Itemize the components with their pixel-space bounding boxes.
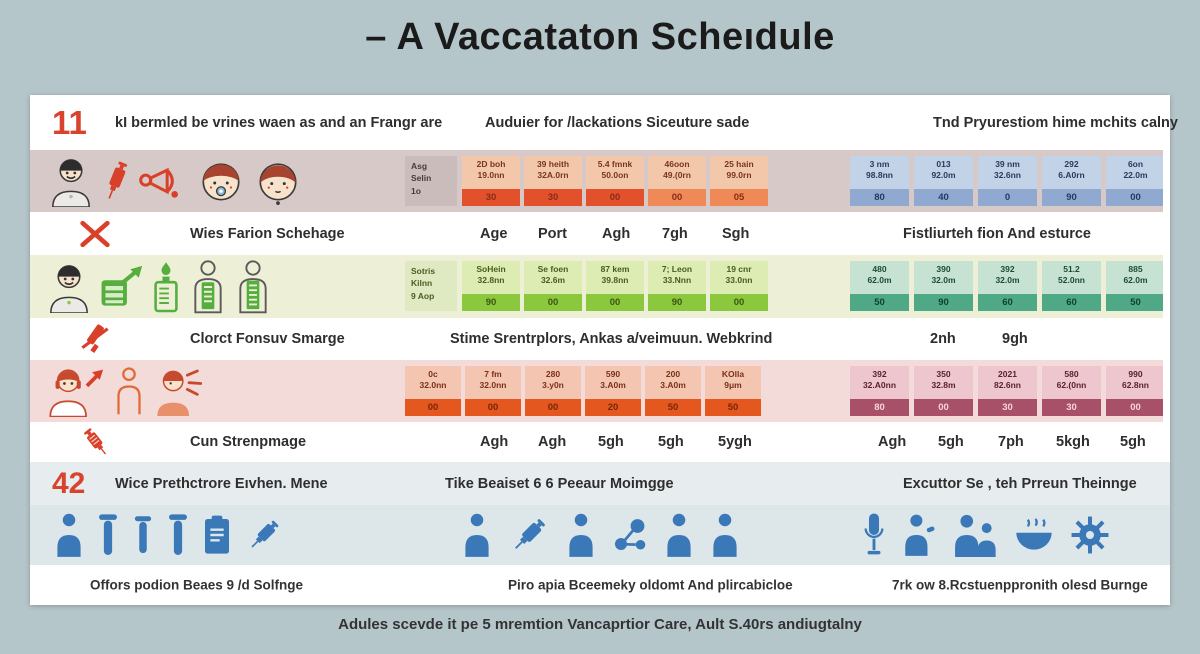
data-cell <box>586 261 644 311</box>
cell-label-text: 0c 32.0nn <box>405 366 461 399</box>
cell-value-bar: 30 <box>524 189 582 206</box>
cell-value-bar: 60 <box>1042 294 1101 311</box>
band4-left-icons <box>54 505 283 565</box>
cell-value-bar: 00 <box>525 399 581 416</box>
gear-icon <box>1070 515 1110 555</box>
cell-value-bar: 40 <box>914 189 973 206</box>
row3-col-2: Port <box>538 225 567 242</box>
cell-value-bar: 00 <box>586 189 644 206</box>
syringe-icon <box>508 514 550 556</box>
data-cell <box>1042 156 1101 206</box>
band3-icon-group <box>46 360 204 422</box>
cell-label-text: 39 nm 32.6nn <box>978 156 1037 189</box>
row-number-42: 42 <box>52 466 86 500</box>
cell-label-text: 990 62.8nn <box>1106 366 1165 399</box>
cell-label-text: 390 32.0m <box>914 261 973 294</box>
medicine-bottle-icon <box>150 261 182 313</box>
girl-arrow-icon <box>46 365 104 417</box>
data-cell <box>648 156 706 206</box>
person-icon <box>710 513 740 557</box>
cell-label-text: 350 32.8m <box>914 366 973 399</box>
data-cell <box>705 366 761 416</box>
band-children <box>30 255 1170 318</box>
data-cell <box>978 156 1037 206</box>
data-cell <box>710 261 768 311</box>
row3-col-3: Agh <box>602 225 631 242</box>
data-cell <box>1106 366 1165 416</box>
cell-value-bar: 60 <box>978 294 1037 311</box>
cell-value-bar: 00 <box>1106 399 1165 416</box>
syringe-red-icon <box>103 157 129 205</box>
data-cell <box>645 366 701 416</box>
cell-label-text: 7; Leon 33.Nnn <box>648 261 706 294</box>
row3-col-5: Sgh <box>722 225 750 242</box>
label-line: Asg <box>411 161 428 171</box>
cell-label-text: 200 3.A0m <box>645 366 701 399</box>
cell-value-bar: 00 <box>1106 189 1165 206</box>
boy-syringe-icon <box>48 155 94 207</box>
cell-value-bar: 30 <box>462 189 520 206</box>
data-cell <box>850 261 909 311</box>
gauge-figure-icon <box>234 260 272 314</box>
cell-label-text: 6on 22.0m <box>1106 156 1165 189</box>
crossed-syringe-pencil-icon <box>76 322 114 356</box>
row-number-11: 11 <box>52 103 87 141</box>
cell-label-text: 51.2 52.0nn <box>1042 261 1101 294</box>
microphone-icon <box>862 512 886 558</box>
cell-label-text: 292 6.A0rn <box>1042 156 1101 189</box>
row7-heading: Cun Strenpmage <box>190 434 307 450</box>
cell-value-bar: 30 <box>1042 399 1101 416</box>
band2-mid-cells <box>462 261 768 311</box>
band1-icon-group <box>48 150 302 212</box>
boy-face-icon <box>46 261 92 313</box>
band3-right-cells <box>850 366 1165 416</box>
cell-value-bar: 05 <box>710 189 768 206</box>
intro-right-text: Tnd Pryurestiom hime mchits calny <box>933 114 1178 131</box>
data-cell <box>525 366 581 416</box>
row8-center-text: Tike Beaiset 6 6 Peeaur Moimgge <box>445 475 674 492</box>
data-cell <box>914 261 973 311</box>
data-cell <box>524 156 582 206</box>
row3-col-4: 7gh <box>662 225 688 242</box>
label-line: Selin <box>411 173 432 184</box>
test-tube-icon <box>97 513 119 557</box>
cell-label-text: 2021 82.6nn <box>978 366 1037 399</box>
footer-note: Adules scevde it pe 5 mremtion Vancaprtior Care, Ault S.40rs andiugtalny <box>338 616 862 633</box>
row-intro <box>30 95 1178 150</box>
data-cell <box>850 156 909 206</box>
cell-label-text: Se foen 32.6m <box>524 261 582 294</box>
row-schedule-2 <box>30 318 1170 360</box>
cell-value-bar: 20 <box>585 399 641 416</box>
cell-value-bar: 80 <box>850 189 909 206</box>
row5-col-1: 2nh <box>930 331 956 347</box>
data-cell <box>978 366 1037 416</box>
schedule-card <box>30 95 1178 605</box>
cell-label-text: 39 heith 32A.0rn <box>524 156 582 189</box>
band1-mid-cells <box>462 156 768 206</box>
band4-right-icons <box>862 505 1110 565</box>
row-schedule-3 <box>30 422 1170 462</box>
clipboard-icon <box>202 515 232 555</box>
intro-center-text: Auduier for /lackations Siceuture sade <box>485 114 750 131</box>
data-cell <box>462 261 520 311</box>
cell-label-text: 3 nm 98.8nn <box>850 156 909 189</box>
bowl-icon <box>1014 517 1054 553</box>
band2-right-cells <box>850 261 1165 311</box>
cell-value-bar: 00 <box>648 189 706 206</box>
person-icon <box>902 513 936 557</box>
cell-label-text: 25 hain 99.0rn <box>710 156 768 189</box>
row7-right-col-2: 5gh <box>938 434 964 450</box>
label-line: Sotris <box>411 266 436 276</box>
cell-label-text: 580 62.(0nn <box>1042 366 1101 399</box>
horn-icon <box>138 161 188 201</box>
cell-value-bar: 00 <box>524 294 582 311</box>
cell-label-text: 5.4 fmnk 50.0on <box>586 156 644 189</box>
cell-label-text: 19 cnr 33.0nn <box>710 261 768 294</box>
person-icon <box>664 513 694 557</box>
cell-label-text: 885 62.0m <box>1106 261 1165 294</box>
data-cell <box>462 156 520 206</box>
data-cell <box>1106 261 1165 311</box>
cell-value-bar: 00 <box>914 399 973 416</box>
cell-value-bar: 50 <box>645 399 701 416</box>
age-label-cell-2 <box>405 261 457 311</box>
row-schedule-1 <box>30 212 1170 255</box>
page-title: – A Vaccataton Scheıdule <box>365 16 835 58</box>
data-cell <box>1106 156 1165 206</box>
cell-value-bar: 80 <box>850 399 909 416</box>
label-line: Kilnn <box>411 278 433 289</box>
data-cell <box>850 366 909 416</box>
row7-mid-col-2: Agh <box>538 434 567 450</box>
cell-value-bar: 0 <box>978 189 1037 206</box>
band1-right-cells <box>850 156 1165 206</box>
data-cell <box>1042 366 1101 416</box>
cell-value-bar: 00 <box>465 399 521 416</box>
cell-label-text: SoHein 32.8nn <box>462 261 520 294</box>
row-captions <box>30 565 1170 605</box>
row7-right-col-1: Agh <box>878 434 907 450</box>
age-label-cell <box>405 156 457 206</box>
row3-right-text: Fistliurteh fion And esturce <box>903 225 1091 242</box>
label-line: 1o <box>411 185 421 196</box>
test-tube-icon <box>167 513 189 557</box>
data-cell <box>405 366 461 416</box>
data-cell <box>710 156 768 206</box>
row7-mid-col-4: 5gh <box>658 434 684 450</box>
cell-label-text: 590 3.A0m <box>585 366 641 399</box>
person-icon <box>462 513 492 557</box>
cell-value-bar: 90 <box>914 294 973 311</box>
row3-heading: Wies Farion Schehage <box>190 225 345 242</box>
cell-value-bar: 30 <box>978 399 1037 416</box>
child-face-icon <box>254 155 302 207</box>
row7-mid-col-3: 5gh <box>598 434 624 450</box>
cell-value-bar: 90 <box>1042 189 1101 206</box>
row8-right-text: Excuttor Se , teh Prreun Theinnge <box>903 475 1137 492</box>
band-blue-icons <box>30 505 1170 565</box>
caption-right: 7rk ow 8.Rcstuenppronith olesd Burnge <box>892 577 1148 593</box>
band3-mid-cells <box>405 366 761 416</box>
band2-icon-group <box>46 255 272 318</box>
cell-label-text: 392 32.0m <box>978 261 1037 294</box>
row7-right-col-3: 7ph <box>998 434 1024 450</box>
cell-label-text: 46oon 49.(0rn <box>648 156 706 189</box>
people-pair-icon <box>952 513 998 557</box>
label-line: 9 Aop <box>411 290 435 301</box>
cell-value-bar: 00 <box>710 294 768 311</box>
cell-value-bar: 50 <box>1106 294 1165 311</box>
cell-label-text: KOlla 9μm <box>705 366 761 399</box>
data-cell <box>524 261 582 311</box>
cell-value-bar: 90 <box>462 294 520 311</box>
cell-value-bar: 00 <box>405 399 461 416</box>
sneezing-person-icon <box>154 365 204 417</box>
row3-col-1: Age <box>480 225 508 242</box>
band4-mid-icons <box>462 505 740 565</box>
syringe-icon <box>245 516 283 554</box>
baby-face-icon <box>197 156 245 206</box>
data-cell <box>914 366 973 416</box>
data-cell <box>465 366 521 416</box>
row5-center-text: Stime Srentrplors, Ankas a/veimuun. Webkrind <box>450 331 773 347</box>
cell-label-text: 2D boh 19.0nn <box>462 156 520 189</box>
test-tube-icon <box>132 515 154 555</box>
row8-left-text: Wice Prethctrore Eıvhen. Mene <box>115 475 328 492</box>
crossed-syringe-icon <box>78 218 112 250</box>
row5-col-2: 9gh <box>1002 331 1028 347</box>
cell-label-text: 280 3.y0n <box>525 366 581 399</box>
row7-right-col-5: 5gh <box>1120 434 1146 450</box>
syringe-icon <box>76 426 116 458</box>
cell-label-text: 480 62.0m <box>850 261 909 294</box>
gauge-figure-icon <box>189 260 227 314</box>
data-cell <box>586 156 644 206</box>
person-outline-icon <box>114 364 144 418</box>
caption-left: Offors podion Beaes 9 /d Solfnge <box>90 577 304 593</box>
row7-mid-col-5: 5ygh <box>718 434 752 450</box>
data-cell <box>648 261 706 311</box>
data-cell <box>914 156 973 206</box>
cell-label-text: 7 fm 32.0nn <box>465 366 521 399</box>
chart-arrow-icon <box>99 265 143 309</box>
row7-mid-col-1: Agh <box>480 434 509 450</box>
molecule-icon <box>612 517 648 553</box>
data-cell <box>1042 261 1101 311</box>
data-cell <box>978 261 1037 311</box>
cell-value-bar: 90 <box>648 294 706 311</box>
person-icon <box>54 513 84 557</box>
row7-right-col-4: 5kgh <box>1056 434 1090 450</box>
cell-label-text: 013 92.0m <box>914 156 973 189</box>
cell-label-text: 87 kem 39.8nn <box>586 261 644 294</box>
cell-value-bar: 00 <box>586 294 644 311</box>
cell-value-bar: 50 <box>850 294 909 311</box>
band-adolescents <box>30 360 1170 422</box>
band-infants <box>30 150 1170 212</box>
intro-left-text: kI bermled be vrines waen as and an Frangr are <box>115 114 443 131</box>
row5-heading: Clorct Fonsuv Smarge <box>190 331 345 347</box>
caption-center: Piro apia Bceemeky oldomt And plircabicloe <box>508 577 793 593</box>
cell-value-bar: 50 <box>705 399 761 416</box>
row-adults-intro <box>30 462 1170 505</box>
person-icon <box>566 513 596 557</box>
cell-label-text: 392 32.A0nn <box>850 366 909 399</box>
data-cell <box>585 366 641 416</box>
